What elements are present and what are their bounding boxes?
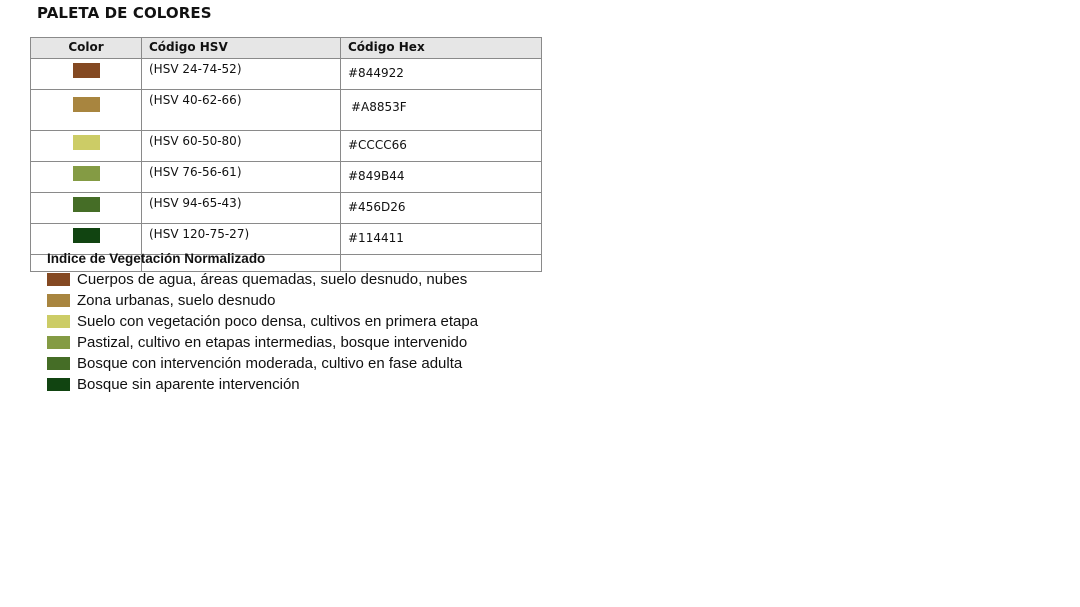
hex-cell: #849B44 [341, 162, 542, 193]
color-swatch [73, 97, 100, 112]
color-swatch [73, 166, 100, 181]
color-cell [31, 59, 142, 90]
page-title: PALETA DE COLORES [37, 4, 212, 22]
legend-label: Bosque sin aparente intervención [77, 376, 300, 393]
table-row [31, 162, 542, 193]
color-cell [31, 193, 142, 224]
legend-label: Pastizal, cultivo en etapas intermedias, bosque intervenido [77, 334, 468, 351]
legend-swatch [47, 273, 70, 286]
legend-item [47, 353, 478, 374]
header-hsv: Código HSV [142, 38, 341, 59]
hex-cell: #A8853F [341, 90, 542, 131]
table-row [31, 90, 542, 131]
table-row [31, 59, 542, 90]
color-cell [31, 224, 142, 255]
legend-swatch [47, 357, 70, 370]
table-row [31, 131, 542, 162]
color-cell [31, 131, 142, 162]
legend-item [47, 374, 478, 395]
legend-swatch [47, 378, 70, 391]
hsv-cell: (HSV 94-65-43) [142, 193, 341, 224]
legend-swatch [47, 315, 70, 328]
color-palette-table [30, 37, 542, 272]
hex-cell: #844922 [341, 59, 542, 90]
table-header-row [31, 38, 542, 59]
legend-item [47, 290, 478, 311]
header-hex: Código Hex [341, 38, 542, 59]
hsv-cell: (HSV 24-74-52) [142, 59, 341, 90]
hex-cell: #CCCC66 [341, 131, 542, 162]
legend-swatch [47, 294, 70, 307]
legend-label: Zona urbanas, suelo desnudo [77, 292, 276, 309]
header-color: Color [31, 38, 142, 59]
ndvi-legend [47, 251, 478, 395]
color-swatch [73, 197, 100, 212]
table-row [31, 193, 542, 224]
legend-item [47, 311, 478, 332]
legend-swatch [47, 336, 70, 349]
legend-item [47, 332, 478, 353]
table-row [31, 224, 542, 255]
color-cell [31, 90, 142, 131]
color-swatch [73, 228, 100, 243]
hex-cell: #114411 [341, 224, 542, 255]
color-swatch [73, 135, 100, 150]
hsv-cell: (HSV 120-75-27) [142, 224, 341, 255]
hsv-cell: (HSV 40-62-66) [142, 90, 341, 131]
color-swatch [73, 63, 100, 78]
legend-item [47, 269, 478, 290]
hex-cell: #456D26 [341, 193, 542, 224]
legend-label: Cuerpos de agua, áreas quemadas, suelo desnudo, nubes [77, 271, 468, 288]
hsv-cell: (HSV 76-56-61) [142, 162, 341, 193]
legend-title: Indice de Vegetación Normalizado [47, 251, 266, 266]
legend-label: Suelo con vegetación poco densa, cultivos en primera etapa [77, 313, 479, 330]
hsv-cell: (HSV 60-50-80) [142, 131, 341, 162]
legend-label: Bosque con intervención moderada, cultivo en fase adulta [77, 355, 463, 372]
color-cell [31, 162, 142, 193]
